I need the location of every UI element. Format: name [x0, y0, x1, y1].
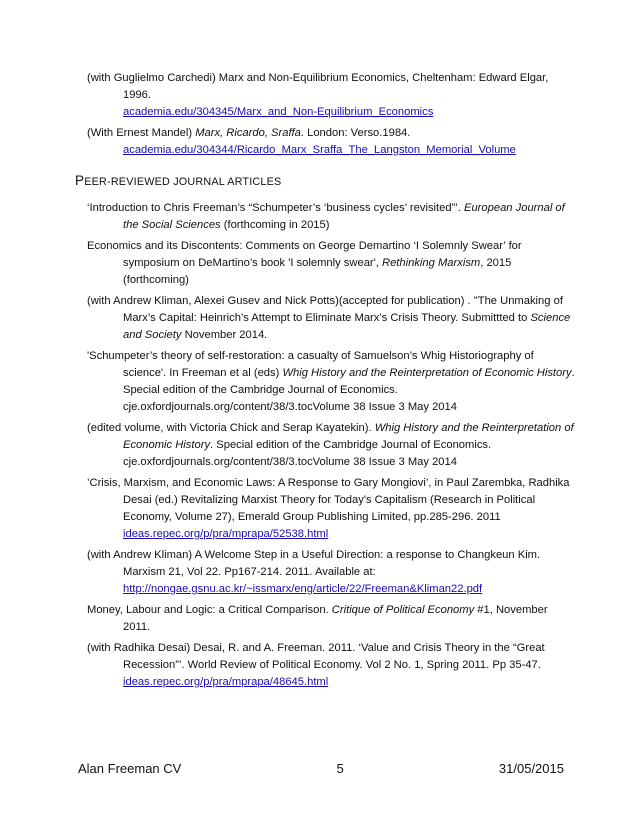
entry-link[interactable]: http://nongae.gsnu.ac.kr/~issmarx/eng/article/22/Freeman&Kliman22.pdf: [123, 583, 483, 595]
cv-page-content: [75, 70, 575, 695]
article-entry: [75, 602, 575, 636]
entry-text: (forthcoming in 2015): [220, 219, 330, 231]
entry-link[interactable]: academia.edu/304345/Marx_and_Non-Equilibrium_Economics: [123, 106, 434, 118]
section-heading-rest: EER-REVIEWED JOURNAL ARTICLES: [84, 176, 282, 188]
entry-title-italic: Marx, Ricardo, Sraffa: [195, 127, 301, 139]
entry-title-italic: Rethinking Marxism: [382, 257, 481, 269]
entry-link[interactable]: ideas.repec.org/p/pra/mprapa/48645.html: [123, 676, 329, 688]
section-heading-initial: P: [75, 173, 85, 188]
entry-text: . Special edition of the Cambridge Journal of Economics. cje.oxfordjournals.org/content/38/3.tocVolume 38 Issue 3 May 2014: [123, 367, 575, 413]
entry-title-italic: Critique of Political Economy: [331, 604, 475, 616]
entry-text: ’Crisis, Marxism, and Economic Laws: A Response to Gary Mongiovi’, in Paul Zarembka, Radhika Desai (ed.) Revitalizing Marxist Theory for Today's Capitalism (Research in Political Economy, Volume 27), Emerald Group Publishing Limited, pp.285-296. 2011: [87, 477, 570, 523]
entry-text: (with Radhika Desai) Desai, R. and A. Freeman. 2011. ‘Value and Crisis Theory in the “Great Recession”’. World Review of Political Economy. Vol 2 No. 1, Spring 2011. Pp 35-47.: [87, 642, 545, 671]
article-entry: [75, 475, 575, 543]
article-entry: [75, 293, 575, 344]
footer-author: Alan Freeman CV: [78, 761, 182, 776]
entry-text: (with Guglielmo Carchedi) Marx and Non-Equilibrium Economics, Cheltenham: Edward Elgar, 1996.: [87, 72, 549, 101]
entry-link[interactable]: ideas.repec.org/p/pra/mprapa/52538.html: [123, 528, 329, 540]
entry-link[interactable]: academia.edu/304344/Ricardo_Marx_Sraffa_The_Langston_Memorial_Volume: [123, 144, 516, 156]
article-entry: [75, 420, 575, 471]
article-entry: [75, 238, 575, 289]
entry-text: 'Schumpeter’s theory of self-restoration: a casualty of Samuelson’s Whig Historiography of science'. In Freeman et al (eds): [87, 350, 534, 379]
entry-text: November 2014.: [181, 329, 268, 341]
footer-date: 31/05/2015: [498, 761, 564, 776]
entry-text: , 2015 (forthcoming): [123, 257, 512, 286]
article-entry: [75, 640, 575, 691]
article-entry: [75, 348, 575, 416]
entry-text: Economics and its Discontents: Comments on George Demartino ‘I Solemnly Swear’ for symposium on DeMartino’s book 'I solemnly swear',: [87, 240, 522, 269]
entry-text: . London: Verso.1984.: [300, 127, 411, 139]
section-heading-peer-reviewed: [75, 172, 575, 191]
entry-text: (with Andrew Kliman, Alexei Gusev and Nick Potts)(accepted for publication) . "The Unmaking of Marx’s Capital: Heinrich’s Attempt to Eliminate Marx’s Crisis Theory. Submittted to: [87, 295, 563, 324]
entry-title-italic: European Journal of the Social Sciences: [123, 202, 565, 231]
entry-text: (With Ernest Mandel): [87, 127, 196, 139]
entry-text: (with Andrew Kliman) A Welcome Step in a Useful Direction: a response to Changkeun Kim. Marxism 21, Vol 22. Pp167-214. 2011. Available at:: [87, 549, 541, 578]
entry-text: ‘Introduction to Chris Freeman’s “Schumpeter’s ‘business cycles’ revisited”’.: [87, 202, 464, 214]
entry-text: #1, November 2011.: [123, 604, 548, 633]
article-entry: [75, 200, 575, 234]
article-entry: [75, 547, 575, 598]
entry-text: . Special edition of the Cambridge Journal of Economics. cje.oxfordjournals.org/content/38/3.tocVolume 38 Issue 3 May 2014: [123, 439, 492, 468]
page-footer: [78, 761, 564, 776]
footer-page-number: 5: [336, 761, 344, 776]
entry-text: (edited volume, with Victoria Chick and Serap Kayatekin).: [87, 422, 375, 434]
book-entry: [75, 70, 575, 121]
entry-text: Money, Labour and Logic: a Critical Comparison.: [87, 604, 332, 616]
book-entry: [75, 125, 575, 159]
entry-title-italic: Science and Society: [123, 312, 571, 341]
entry-title-italic: Whig History and the Reinterpretation of Economic History: [123, 422, 574, 451]
entry-title-italic: Whig History and the Reinterpretation of Economic History: [282, 367, 572, 379]
